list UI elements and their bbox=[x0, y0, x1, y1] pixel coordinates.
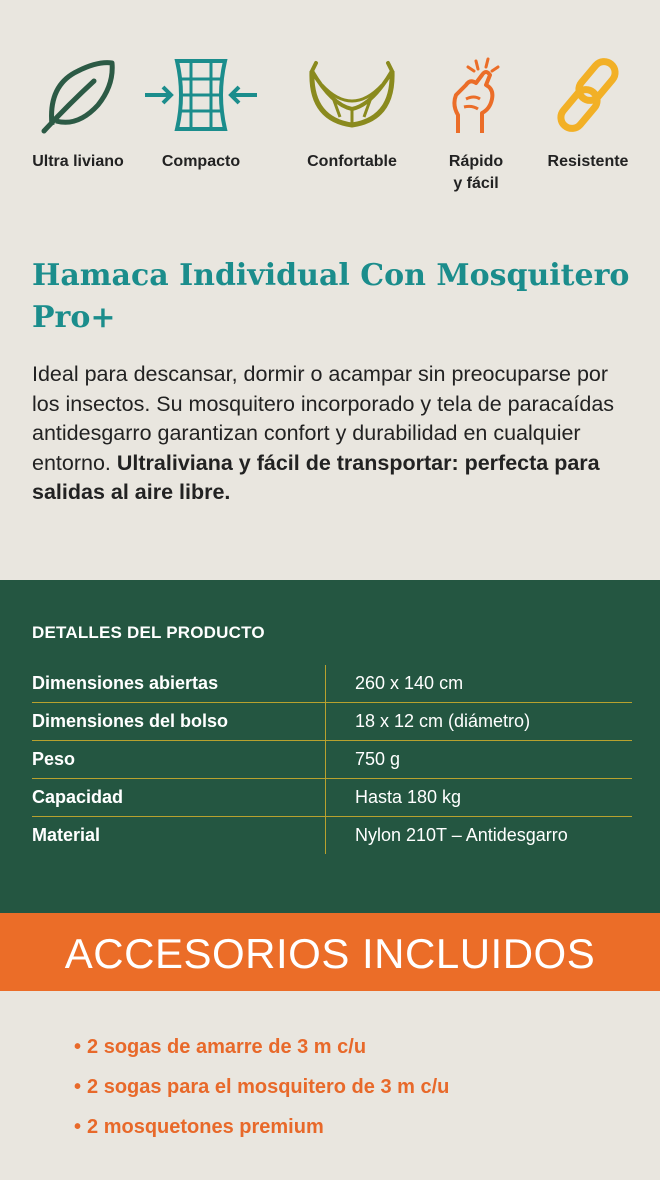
chain-icon bbox=[548, 55, 628, 135]
description-highlight: Ultraliviana y fácil de transportar: perfecta para salidas al aire libre. bbox=[32, 450, 600, 504]
feature-compacto bbox=[136, 55, 266, 173]
spec-value: Nylon 210T – Antidesgarro bbox=[326, 817, 633, 855]
spec-key: Peso bbox=[32, 741, 326, 779]
product-details-panel bbox=[0, 580, 660, 913]
spec-key: Dimensiones del bolso bbox=[32, 703, 326, 741]
compress-icon bbox=[141, 55, 261, 135]
feature-label: Confortable bbox=[307, 153, 397, 170]
accessory-label: 2 sogas de amarre de 3 m c/u bbox=[87, 1036, 367, 1058]
feature-label: Rápido y fácil bbox=[448, 153, 504, 192]
description-text: Ideal para descansar, dormir o acampar sin preocuparse por los insectos. Su mosquitero incorporado y tela de paracaídas antidesgarro garantizan confort y durabilidad en cualquier entorno. bbox=[32, 362, 615, 475]
feature-label: Compacto bbox=[161, 153, 241, 170]
table-row bbox=[32, 665, 632, 703]
list-item: • 2 sogas para el mosquitero de 3 m c/u bbox=[74, 1076, 450, 1098]
spec-value: Hasta 180 kg bbox=[326, 779, 633, 817]
accessories-banner bbox=[0, 913, 660, 991]
spec-value: 750 g bbox=[326, 741, 633, 779]
table-row bbox=[32, 779, 632, 817]
feature-ultra-liviano bbox=[13, 55, 143, 173]
product-title: Hamaca Individual Con Mosquitero Pro+ bbox=[32, 258, 630, 335]
list-item: • 2 sogas de amarre de 3 m c/u bbox=[74, 1036, 367, 1058]
spec-key: Material bbox=[32, 825, 101, 845]
product-description bbox=[32, 360, 637, 508]
feature-confortable bbox=[287, 55, 417, 173]
accessories-list bbox=[74, 1032, 449, 1152]
feature-resistente bbox=[523, 55, 653, 173]
list-item: • 2 mosquetones premium bbox=[74, 1116, 324, 1138]
details-heading: DETALLES DEL PRODUCTO bbox=[32, 623, 265, 642]
feature-label: Ultra liviano bbox=[32, 153, 124, 170]
accessory-label: 2 mosquetones premium bbox=[87, 1116, 324, 1138]
spec-key: Dimensiones abiertas bbox=[32, 665, 326, 703]
table-row bbox=[32, 741, 632, 779]
spec-value: 18 x 12 cm (diámetro) bbox=[326, 703, 633, 741]
specs-table bbox=[32, 665, 632, 854]
snap-fingers-icon bbox=[446, 55, 506, 135]
accessory-label: 2 sogas para el mosquitero de 3 m c/u bbox=[87, 1076, 450, 1098]
table-row bbox=[32, 817, 632, 855]
spec-value: 260 x 140 cm bbox=[326, 665, 633, 703]
spec-key: Capacidad bbox=[32, 779, 326, 817]
features-row bbox=[0, 0, 660, 230]
leaf-icon bbox=[38, 55, 118, 135]
table-row bbox=[32, 703, 632, 741]
hammock-icon bbox=[302, 55, 402, 135]
feature-rapido bbox=[411, 55, 541, 195]
feature-label: Resistente bbox=[547, 153, 629, 170]
accessories-heading: ACCESORIOS INCLUIDOS bbox=[64, 930, 596, 977]
